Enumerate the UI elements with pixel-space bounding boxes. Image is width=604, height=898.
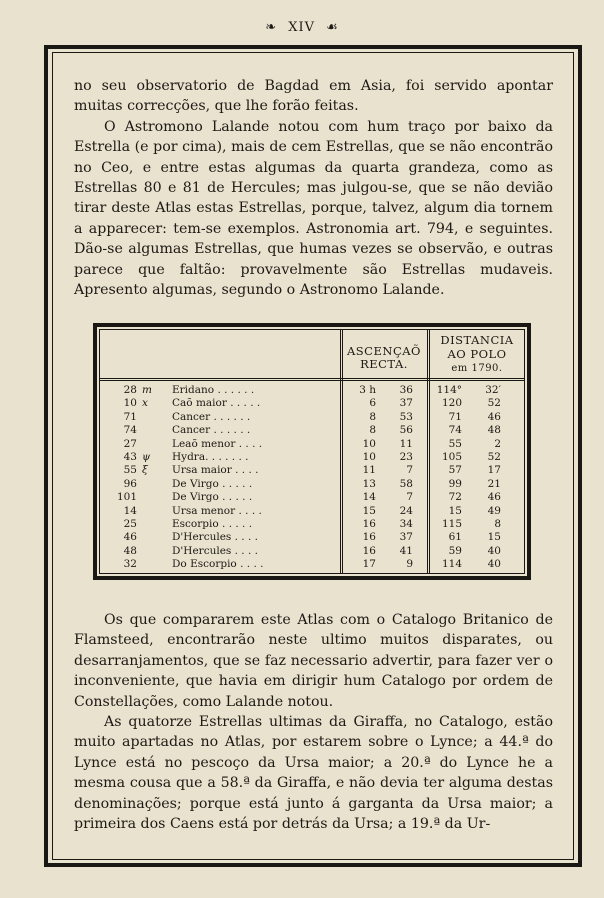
constellation-name: Hydra. . . . . . . — [172, 451, 249, 463]
header-em: em 1790. — [451, 363, 503, 374]
table-row — [100, 384, 524, 398]
star-letter: ξ — [142, 464, 148, 477]
star-number: 27 — [123, 437, 137, 450]
top-text-block — [74, 76, 553, 300]
ra-hours: 16 — [362, 518, 376, 530]
ra-minutes: 34 — [399, 518, 413, 530]
constellation-name: Escorpio . . . . . — [172, 518, 253, 530]
star-number: 96 — [123, 477, 137, 490]
polar-distance-degrees: 61 — [448, 531, 462, 544]
star-number: 14 — [123, 504, 137, 517]
ra-minutes: 53 — [399, 410, 413, 423]
page-number: XIV — [288, 20, 316, 35]
ra-minutes: 24 — [399, 504, 413, 517]
polar-distance-degrees: 57 — [448, 464, 462, 477]
star-number: 48 — [123, 544, 137, 557]
polar-distance-minutes: 48 — [487, 424, 501, 437]
constellation-name: D'Hercules . . . . — [172, 531, 258, 544]
ra-hours: 14 — [362, 491, 376, 504]
polar-distance-degrees: 15 — [448, 504, 462, 517]
polar-distance-minutes: 21 — [487, 477, 501, 490]
ra-minutes: 41 — [399, 544, 413, 557]
ra-minutes: 9 — [406, 558, 413, 571]
polar-distance-minutes: 40 — [487, 558, 501, 571]
table-row — [100, 518, 524, 532]
constellation-name: Cancer . . . . . . — [172, 410, 251, 423]
constellation-name: Caõ maior . . . . . — [172, 397, 261, 410]
paragraph: no seu observatorio de Bagdad em Asia, foi servido apontar muitas correcções, que lhe forão feitas. — [74, 78, 553, 115]
constellation-name: Ursa menor . . . . — [172, 504, 262, 517]
star-number: 10 — [123, 397, 137, 410]
table-row — [100, 505, 524, 519]
ra-hours: 16 — [362, 544, 376, 557]
table-row — [100, 451, 524, 465]
ra-minutes: 23 — [399, 451, 413, 463]
polar-distance-minutes: 46 — [487, 410, 501, 423]
star-number: 46 — [123, 531, 137, 544]
ra-minutes: 58 — [399, 477, 413, 490]
star-number: 55 — [123, 464, 137, 477]
ra-minutes: 7 — [406, 464, 413, 477]
polar-distance-minutes: 52 — [487, 451, 501, 463]
header-ao-polo: AO POLO — [447, 347, 507, 361]
polar-distance-minutes: 49 — [487, 504, 501, 517]
polar-distance-degrees: 114° — [436, 384, 462, 396]
constellation-name: D'Hercules . . . . — [172, 544, 258, 557]
star-number: 43 — [123, 451, 137, 463]
ra-minutes: 56 — [399, 424, 413, 437]
star-letter: m — [142, 384, 152, 396]
constellation-name: Leaõ menor . . . . — [172, 437, 263, 450]
star-letter: x — [142, 397, 148, 410]
star-number: 25 — [123, 518, 137, 530]
ra-hours: 16 — [362, 531, 376, 544]
polar-distance-degrees: 59 — [448, 544, 462, 557]
polar-distance-degrees: 105 — [441, 451, 462, 463]
polar-distance-minutes: 32′ — [485, 384, 501, 396]
constellation-name: Cancer . . . . . . — [172, 424, 251, 437]
ra-minutes: 7 — [406, 491, 413, 504]
paragraph: O Astromono Lalande notou com hum traço por baixo da Estrella (e por cima), mais de cem Estrellas, que se não encontrão no Ceo, e entre estas algumas da quarta grandeza, como as Estrellas 80 e 81 de Hercules; mas julgou-se, que se não devião tirar deste Atlas estas Estrellas, porque, talvez, algum dia tornem a apparecer: tem-se exemplos. Astronomia art. 794, e seguintes. Dão-se algumas Estrellas, que humas vezes se observão, e outras parece que faltão: provavelmente são Estrellas mudaveis. Apresento algumas, segundo o Astronomo Lalande. — [74, 118, 553, 299]
star-number: 101 — [116, 491, 137, 504]
ra-hours: 15 — [362, 504, 376, 517]
table-row — [100, 411, 524, 425]
ra-hours: 11 — [362, 464, 376, 477]
polar-distance-minutes: 8 — [494, 518, 501, 530]
polar-distance-minutes: 52 — [487, 397, 501, 410]
table-row — [100, 464, 524, 478]
ra-hours: 10 — [362, 437, 376, 450]
ra-hours: 8 — [369, 424, 376, 437]
polar-distance-degrees: 74 — [448, 424, 462, 437]
table-row — [100, 558, 524, 572]
header-distancia: DISTANCIA — [440, 333, 514, 347]
paragraph: Os que compararem este Atlas com o Catalogo Britanico de Flamsteed, encontrarão neste ultimo muitos disparates, ou desarranjamentos, que se faz necessario advertir, para fazer ver o inconveniente, que havia em dirigir hum Catalogo por ordem de Constellações, como Lalande notou. — [74, 612, 553, 710]
polar-distance-minutes: 2 — [494, 437, 501, 450]
constellation-name: Do Escorpio . . . . — [172, 558, 264, 571]
ornament-right-icon: ☙ — [326, 20, 339, 35]
table-header-rule — [100, 378, 524, 381]
table-row — [100, 478, 524, 492]
ra-hours: 6 — [369, 397, 376, 410]
polar-distance-minutes: 17 — [487, 464, 501, 477]
star-number: 71 — [123, 410, 137, 423]
table-row — [100, 397, 524, 411]
polar-distance-degrees: 115 — [441, 518, 462, 530]
polar-distance-degrees: 71 — [448, 410, 462, 423]
polar-distance-degrees: 99 — [448, 477, 462, 490]
polar-distance-degrees: 120 — [441, 397, 462, 410]
table-row — [100, 491, 524, 505]
ra-hours: 17 — [362, 558, 376, 571]
ra-hours: 13 — [362, 477, 376, 490]
constellation-name: Ursa maior . . . . — [172, 464, 259, 477]
constellation-name: Eridano . . . . . . — [172, 384, 255, 396]
paragraph: As quatorze Estrellas ultimas da Giraffa, no Catalogo, estão muito apartadas no Atlas, por estarem sobre o Lynce; a 44.ª do Lynce está no pescoço da Ursa maior; a 20.ª do Lynce he a mesma cousa que a 58.ª da Giraffa, e não devia ter alguma destas denominações; porque está junto á garganta da Ursa maior; a primeira dos Caens está por detrás da Ursa; a 19.ª da Ur- — [74, 714, 553, 833]
polar-distance-minutes: 40 — [487, 544, 501, 557]
polar-distance-minutes: 46 — [487, 491, 501, 504]
polar-distance-minutes: 15 — [487, 531, 501, 544]
ra-hours: 3 h — [359, 384, 376, 396]
ra-hours: 10 — [362, 451, 376, 463]
constellation-name: De Virgo . . . . . — [172, 477, 253, 490]
polar-distance-degrees: 114 — [441, 558, 462, 571]
page-header — [0, 20, 604, 35]
table-row — [100, 545, 524, 559]
constellation-name: De Virgo . . . . . — [172, 491, 253, 504]
star-letter: ψ — [142, 451, 151, 463]
ra-hours: 8 — [369, 410, 376, 423]
table-row — [100, 438, 524, 452]
star-number: 32 — [123, 558, 137, 571]
ornament-left-icon: ❧ — [265, 20, 278, 35]
ra-minutes: 11 — [399, 437, 413, 450]
ra-minutes: 36 — [399, 384, 413, 396]
polar-distance-degrees: 72 — [448, 491, 462, 504]
table-row — [100, 531, 524, 545]
bottom-text-block — [74, 610, 553, 834]
star-number: 28 — [123, 384, 137, 396]
ra-minutes: 37 — [399, 397, 413, 410]
star-number: 74 — [123, 424, 137, 437]
polar-distance-degrees: 55 — [448, 437, 462, 450]
header-ascencao: ASCENÇAÕ — [347, 344, 421, 358]
table-row — [100, 424, 524, 438]
header-recta: RECTA. — [360, 357, 408, 371]
ra-minutes: 37 — [399, 531, 413, 544]
